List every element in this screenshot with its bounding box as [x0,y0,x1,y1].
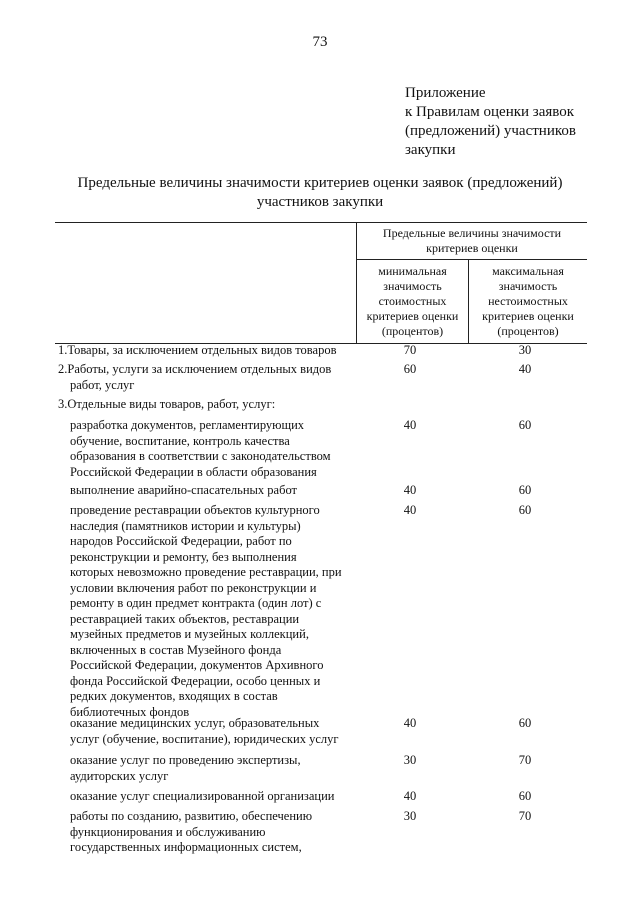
row-label: оказание медицинских услуг, образовательных услуг (обучение, воспитание), юридических услуг [70,716,339,746]
appendix-line: к Правилам оценки заявок [405,104,575,120]
min-value: 40 [403,503,417,517]
column-header-min: минимальная значимость стоимостных критериев оценки (процентов) [366,264,459,338]
header-group-rule [356,259,587,260]
row-label: выполнение аварийно-спасательных работ [70,483,297,497]
max-value: 30 [518,343,532,357]
max-value: 60 [518,716,532,730]
title-line: Предельные величины значимости критериев оценки заявок (предложений) [77,175,563,191]
min-value: 30 [403,753,417,767]
min-value: 60 [403,362,417,376]
row-label: разработка документов, регламентирующих обучение, воспитание, контроль качества образования в соответствии с законодательством Российской Федерации в области образования [70,418,331,479]
max-value: 60 [518,418,532,432]
min-value: 40 [403,483,417,497]
min-value: 70 [403,343,417,357]
row-label: работы по созданию, развитию, обеспечению функционирования и обслуживанию государственных информационных систем, [70,809,313,854]
min-value: 30 [403,809,417,823]
document-title [0,174,640,212]
appendix-line: закупки [405,142,456,158]
row-label: оказание услуг по проведению экспертизы, аудиторских услуг [70,753,301,783]
min-value: 40 [403,789,417,803]
max-value: 60 [518,789,532,803]
max-value: 40 [518,362,532,376]
appendix-line: (предложений) участников [405,123,576,139]
row-label: 1.Товары, за исключением отдельных видов товаров [58,343,337,357]
max-value: 60 [518,503,532,517]
row-label: 3.Отдельные виды товаров, работ, услуг: [58,397,276,411]
max-value: 60 [518,483,532,497]
header-group-label: Предельные величины значимости критериев оценки [382,226,562,255]
row-label: 2.Работы, услуги за исключением отдельных видов работ, услуг [58,362,332,392]
max-value: 70 [518,809,532,823]
page-number: 73 [312,34,328,50]
title-line: участников закупки [256,194,384,210]
table-top-rule [55,222,587,223]
row-label: проведение реставрации объектов культурного наследия (памятников истории и культуры) народов Российской Федерации, работ по реконструкции и ремонту, без выполнения которых невозможно проведение реставрации, при условии включения работ по реконструкции и ремонту в один предмет контракта (один лот) с реставрацией таких объектов, реставрации музейных предметов и музейных коллекций, включенных в состав Музейного фонда Российской Федерации, документов Архивного фонда Российской Федерации, особо ценных и редких документов, входящих в состав библиотечных фондов [70,503,342,719]
column-header-max: максимальная значимость нестоимостных критериев оценки (процентов) [482,264,574,338]
min-value: 40 [403,418,417,432]
row-label: оказание услуг специализированной организации [70,789,335,803]
min-value: 40 [403,716,417,730]
max-value: 70 [518,753,532,767]
appendix-note [405,84,576,160]
appendix-line: Приложение [405,85,486,101]
